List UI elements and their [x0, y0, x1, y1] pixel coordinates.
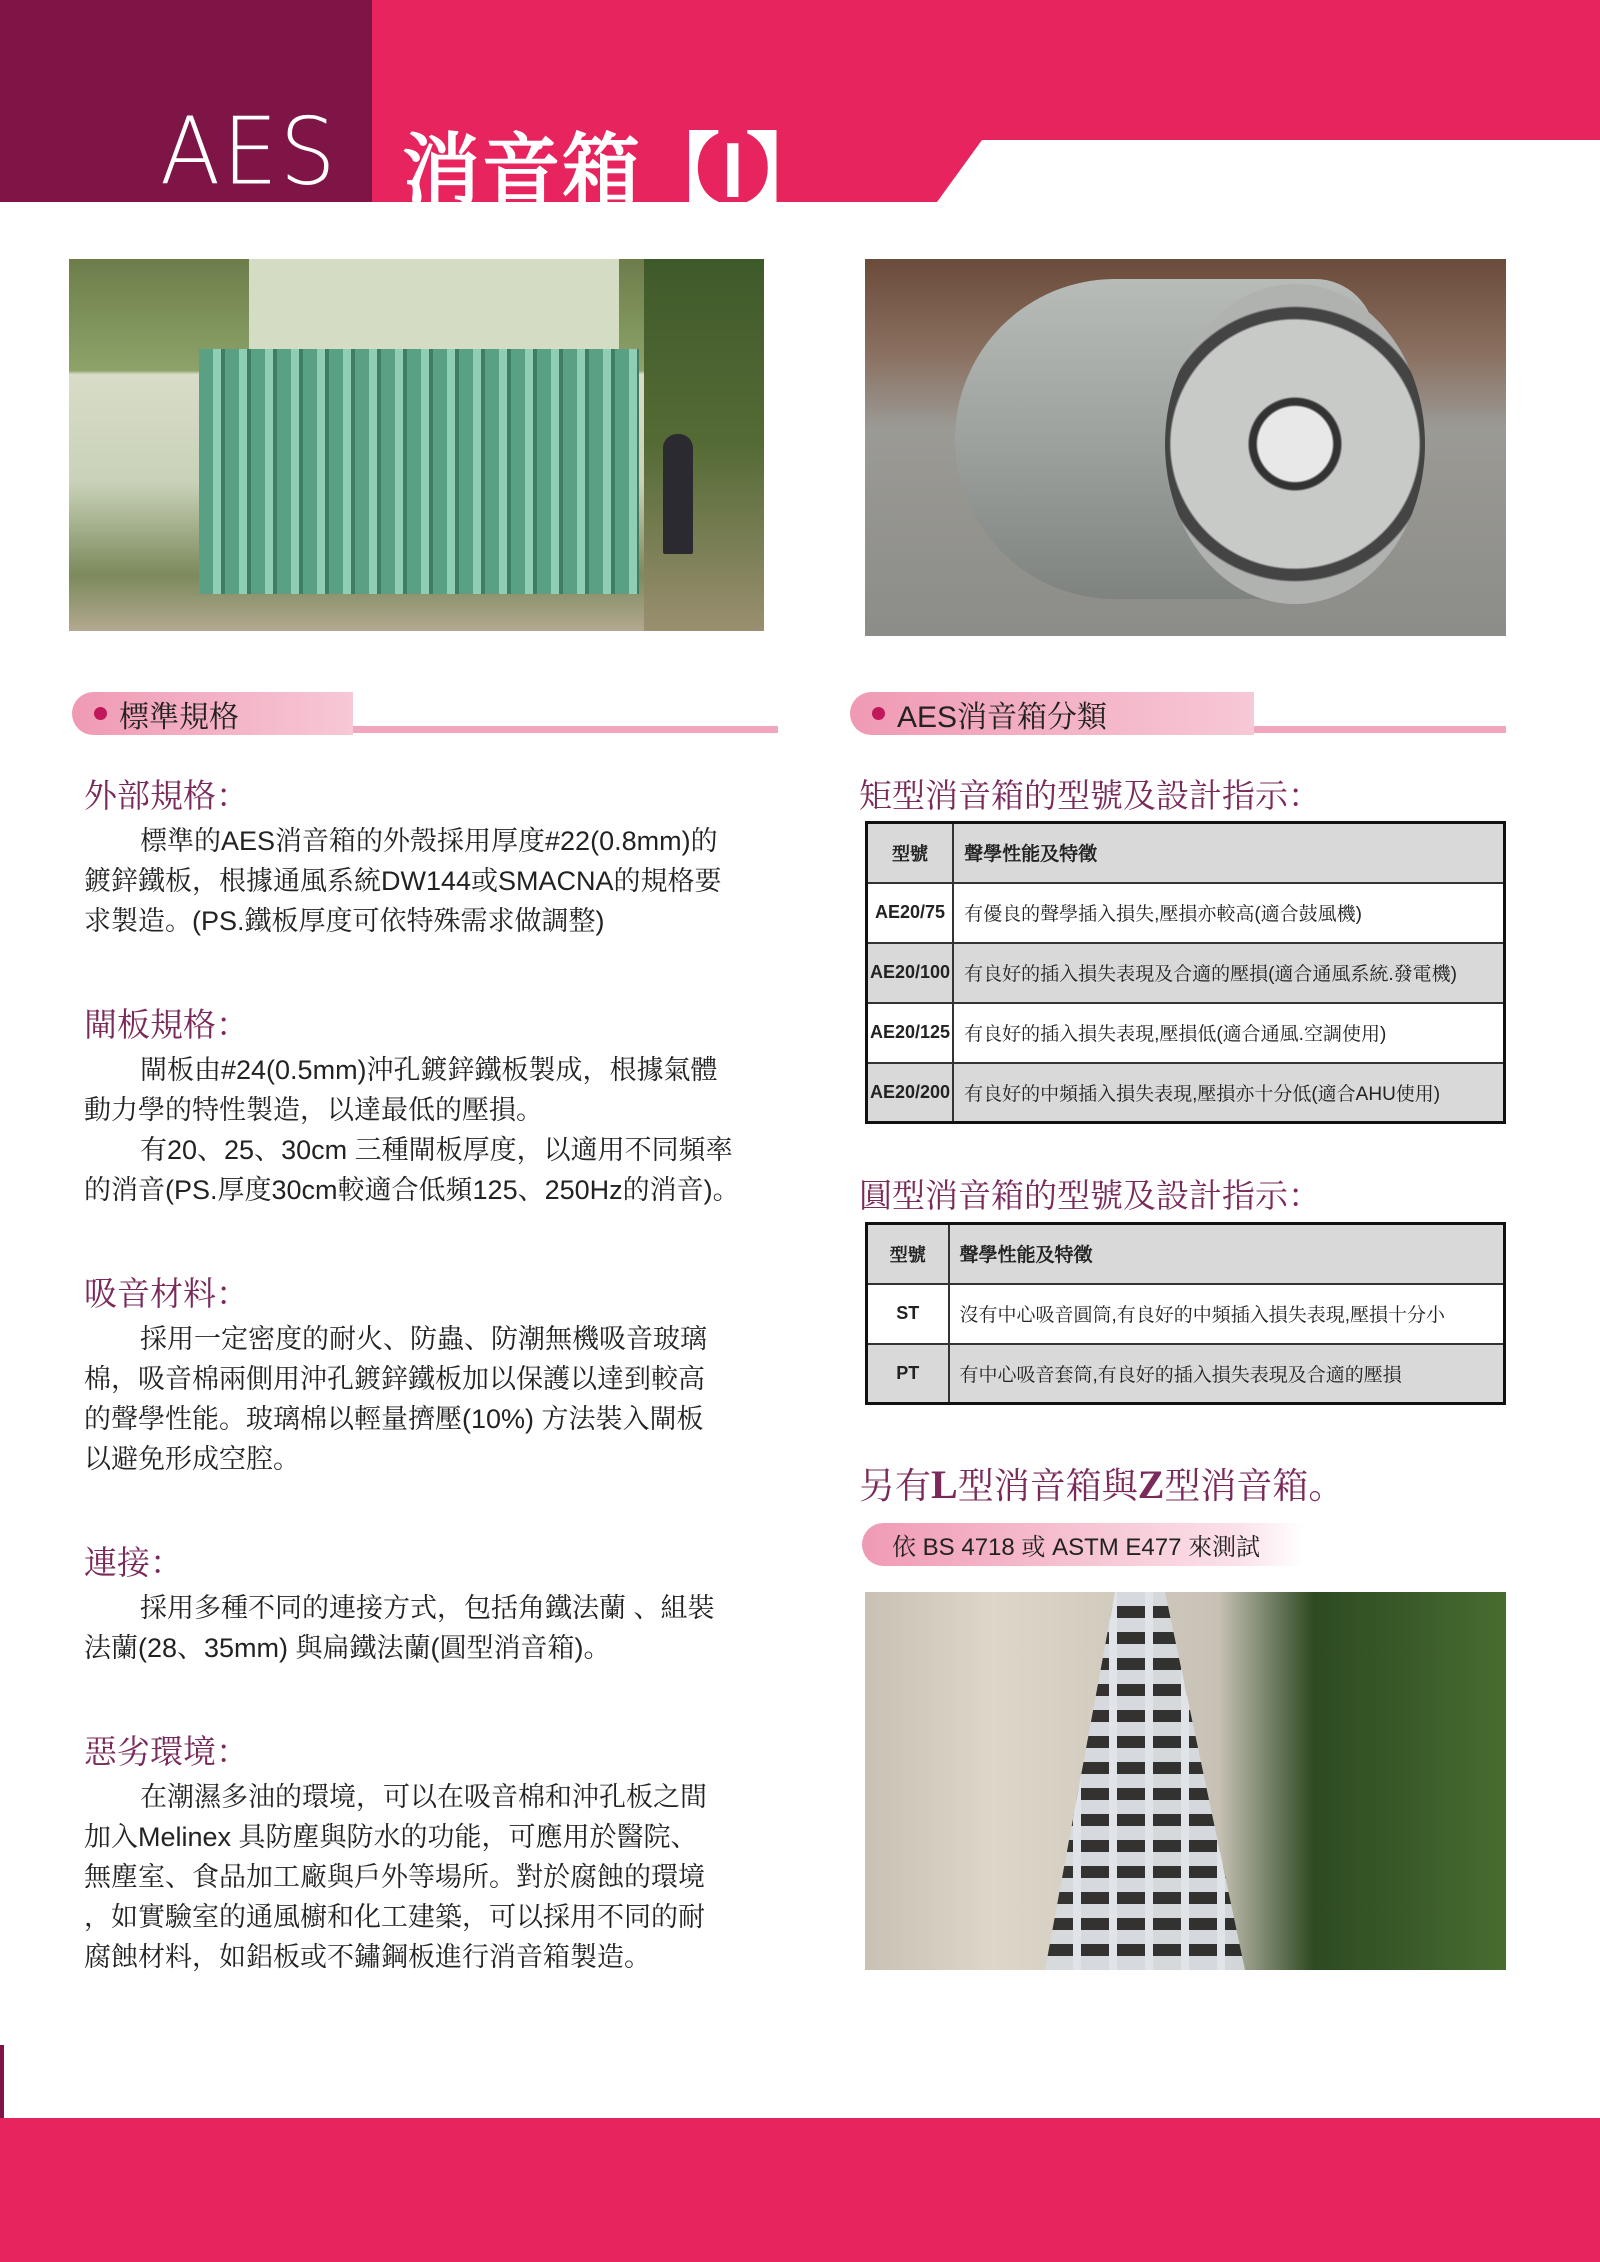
spec-text-line: 鍍鋅鐵板，根據通風系統DW144或SMACNA的規格要 [84, 866, 722, 896]
feature-cell: 有中心吸音套筒,有良好的插入損失表現及合適的壓損 [949, 1344, 1505, 1404]
feature-cell: 有良好的中頻插入損失表現,壓損亦十分低(適合AHU使用) [953, 1063, 1504, 1123]
table-header-cell: 型號 [867, 1224, 949, 1284]
table-header-row [867, 1224, 1505, 1284]
spec-heading: 連接： [84, 1546, 183, 1582]
spec-text-line: 標準的AES消音箱的外殼採用厚度#22(0.8mm)的 [140, 826, 718, 856]
page-title: 消音箱【I】 [402, 126, 826, 214]
spec-text-line: 棉，吸音棉兩側用沖孔鍍鋅鐵板加以保護以達到較高 [84, 1364, 705, 1394]
table-row [867, 1063, 1505, 1123]
table-row [867, 943, 1505, 1003]
spec-text-line: 法蘭(28、35mm) 與扁鐵法蘭(圓型消音箱)。 [84, 1633, 611, 1663]
section-label-text: 標準規格 [119, 700, 239, 734]
spec-heading: 惡劣環境： [84, 1735, 249, 1771]
photo-round-silencer [865, 259, 1506, 636]
spec-text-line: 閘板由#24(0.5mm)沖孔鍍鋅鐵板製成，根據氣體 [140, 1055, 718, 1085]
photo-splitter-panels [865, 1592, 1506, 1970]
spec-text-line: ，如實驗室的通風櫥和化工建築，可以採用不同的耐 [84, 1902, 705, 1932]
spec-text-line: 動力學的特性製造，以達最低的壓損。 [84, 1095, 543, 1125]
model-cell: ST [867, 1284, 949, 1344]
photo-outdoor-silencer [69, 259, 764, 631]
lz-type-note [859, 1458, 1344, 1509]
table-row [867, 1003, 1505, 1063]
model-cell: AE20/100 [867, 943, 954, 1003]
lz-l: L [931, 1462, 958, 1507]
rect-heading: 矩型消音箱的型號及設計指示： [859, 779, 1321, 815]
section-label-standard [72, 692, 353, 735]
spec-text-line: 在潮濕多油的環境，可以在吸音棉和沖孔板之間 [140, 1782, 707, 1812]
spec-heading: 外部規格： [84, 779, 249, 815]
round-heading: 圓型消音箱的型號及設計指示： [859, 1179, 1321, 1215]
divider [1254, 726, 1506, 733]
spec-text-line: 的消音(PS.厚度30cm較適合低頻125、250Hz的消音)。 [84, 1175, 740, 1205]
table-header-cell: 型號 [867, 823, 954, 883]
bullet-icon [872, 707, 885, 720]
round-model-table [865, 1222, 1506, 1405]
lz-text: 型消音箱與 [957, 1466, 1138, 1506]
rect-model-table [865, 821, 1506, 1124]
model-cell: AE20/125 [867, 1003, 954, 1063]
spec-text-line: 加入Melinex 具防塵與防水的功能，可應用於醫院、 [84, 1822, 698, 1852]
lz-text: 另有 [859, 1466, 932, 1506]
divider [353, 726, 778, 733]
model-cell: AE20/200 [867, 1063, 954, 1123]
brand-logo: AES [160, 97, 338, 206]
spec-text-line: 採用多種不同的連接方式，包括角鐵法蘭 、組裝 [140, 1593, 715, 1623]
model-cell: AE20/75 [867, 883, 954, 943]
spec-text-line: 採用一定密度的耐火、防蟲、防潮無機吸音玻璃 [140, 1324, 707, 1354]
spec-heading: 吸音材料： [84, 1277, 249, 1313]
lz-z: Z [1137, 1462, 1165, 1507]
feature-cell: 有良好的插入損失表現,壓損低(適合通風.空調使用) [953, 1003, 1504, 1063]
table-row [867, 1344, 1505, 1404]
spec-text-line: 求製造。(PS.鐵板厚度可依特殊需求做調整) [84, 906, 605, 936]
section-label-text: AES消音箱分類 [897, 700, 1108, 734]
spec-column [84, 770, 784, 1977]
table-header-cell: 聲學性能及特徵 [949, 1224, 1505, 1284]
model-cell: PT [867, 1344, 949, 1404]
table-header-cell: 聲學性能及特徵 [953, 823, 1504, 883]
lz-text: 型消音箱。 [1164, 1466, 1345, 1506]
spec-text-line: 腐蝕材料，如鋁板或不鏽鋼板進行消音箱製造。 [84, 1942, 651, 1972]
spec-heading: 閘板規格： [84, 1008, 249, 1044]
section-label-classification [850, 692, 1254, 735]
test-standard-label: 依 BS 4718 或 ASTM E477 來測試 [862, 1523, 1304, 1566]
spec-text-line: 的聲學性能。玻璃棉以輕量擠壓(10%) 方法裝入閘板 [84, 1404, 704, 1434]
spec-text-line: 有20、25、30cm 三種閘板厚度，以適用不同頻率 [140, 1135, 733, 1165]
feature-cell: 沒有中心吸音圓筒,有良好的中頻插入損失表現,壓損十分小 [949, 1284, 1505, 1344]
table-row [867, 883, 1505, 943]
spec-text-line: 無塵室、食品加工廠與戶外等場所。對於腐蝕的環境 [84, 1862, 705, 1892]
spec-text-line: 以避免形成空腔。 [84, 1444, 300, 1474]
footer-band [0, 2118, 1600, 2262]
feature-cell: 有良好的插入損失表現及合適的壓損(適合通風系統.發電機) [953, 943, 1504, 1003]
bullet-icon [94, 707, 107, 720]
side-accent [0, 2045, 4, 2118]
table-header-row [867, 823, 1505, 883]
table-row [867, 1284, 1505, 1344]
feature-cell: 有優良的聲學插入損失,壓損亦較高(適合鼓風機) [953, 883, 1504, 943]
